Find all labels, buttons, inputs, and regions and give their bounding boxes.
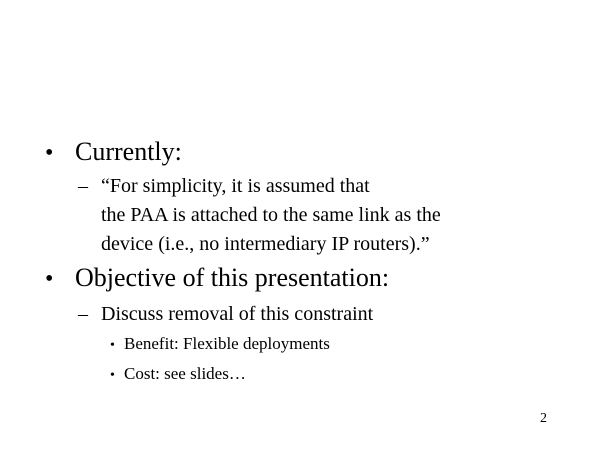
sub-sub-bullet-cost xyxy=(110,364,246,384)
bullet-marker: • xyxy=(45,140,54,166)
quote-line-3: device (i.e., no intermediary IP routers).” xyxy=(101,233,430,255)
bullet-marker: • xyxy=(110,338,115,353)
dash-marker: – xyxy=(78,175,88,197)
removal-text: Discuss removal of this constraint xyxy=(101,303,374,325)
quote-text xyxy=(101,172,441,259)
sub-sub-bullet-benefit xyxy=(110,334,330,354)
bullet-text: Currently: xyxy=(75,137,182,166)
quote-line-2: the PAA is attached to the same link as the xyxy=(101,204,441,226)
page-number: 2 xyxy=(540,411,547,426)
benefit-text: Benefit: Flexible deployments xyxy=(124,334,330,353)
cost-text: Cost: see slides… xyxy=(124,364,246,383)
bullet-marker: • xyxy=(110,368,115,383)
bullet-currently xyxy=(45,137,182,167)
quote-line-1: “For simplicity, it is assumed that xyxy=(101,175,370,197)
sub-bullet-removal xyxy=(78,300,373,329)
bullet-marker: • xyxy=(45,266,54,292)
bullet-text: Objective of this presentation: xyxy=(75,263,390,292)
bullet-objective xyxy=(45,263,389,293)
dash-marker: – xyxy=(78,303,88,325)
sub-bullet-quote xyxy=(78,172,441,259)
